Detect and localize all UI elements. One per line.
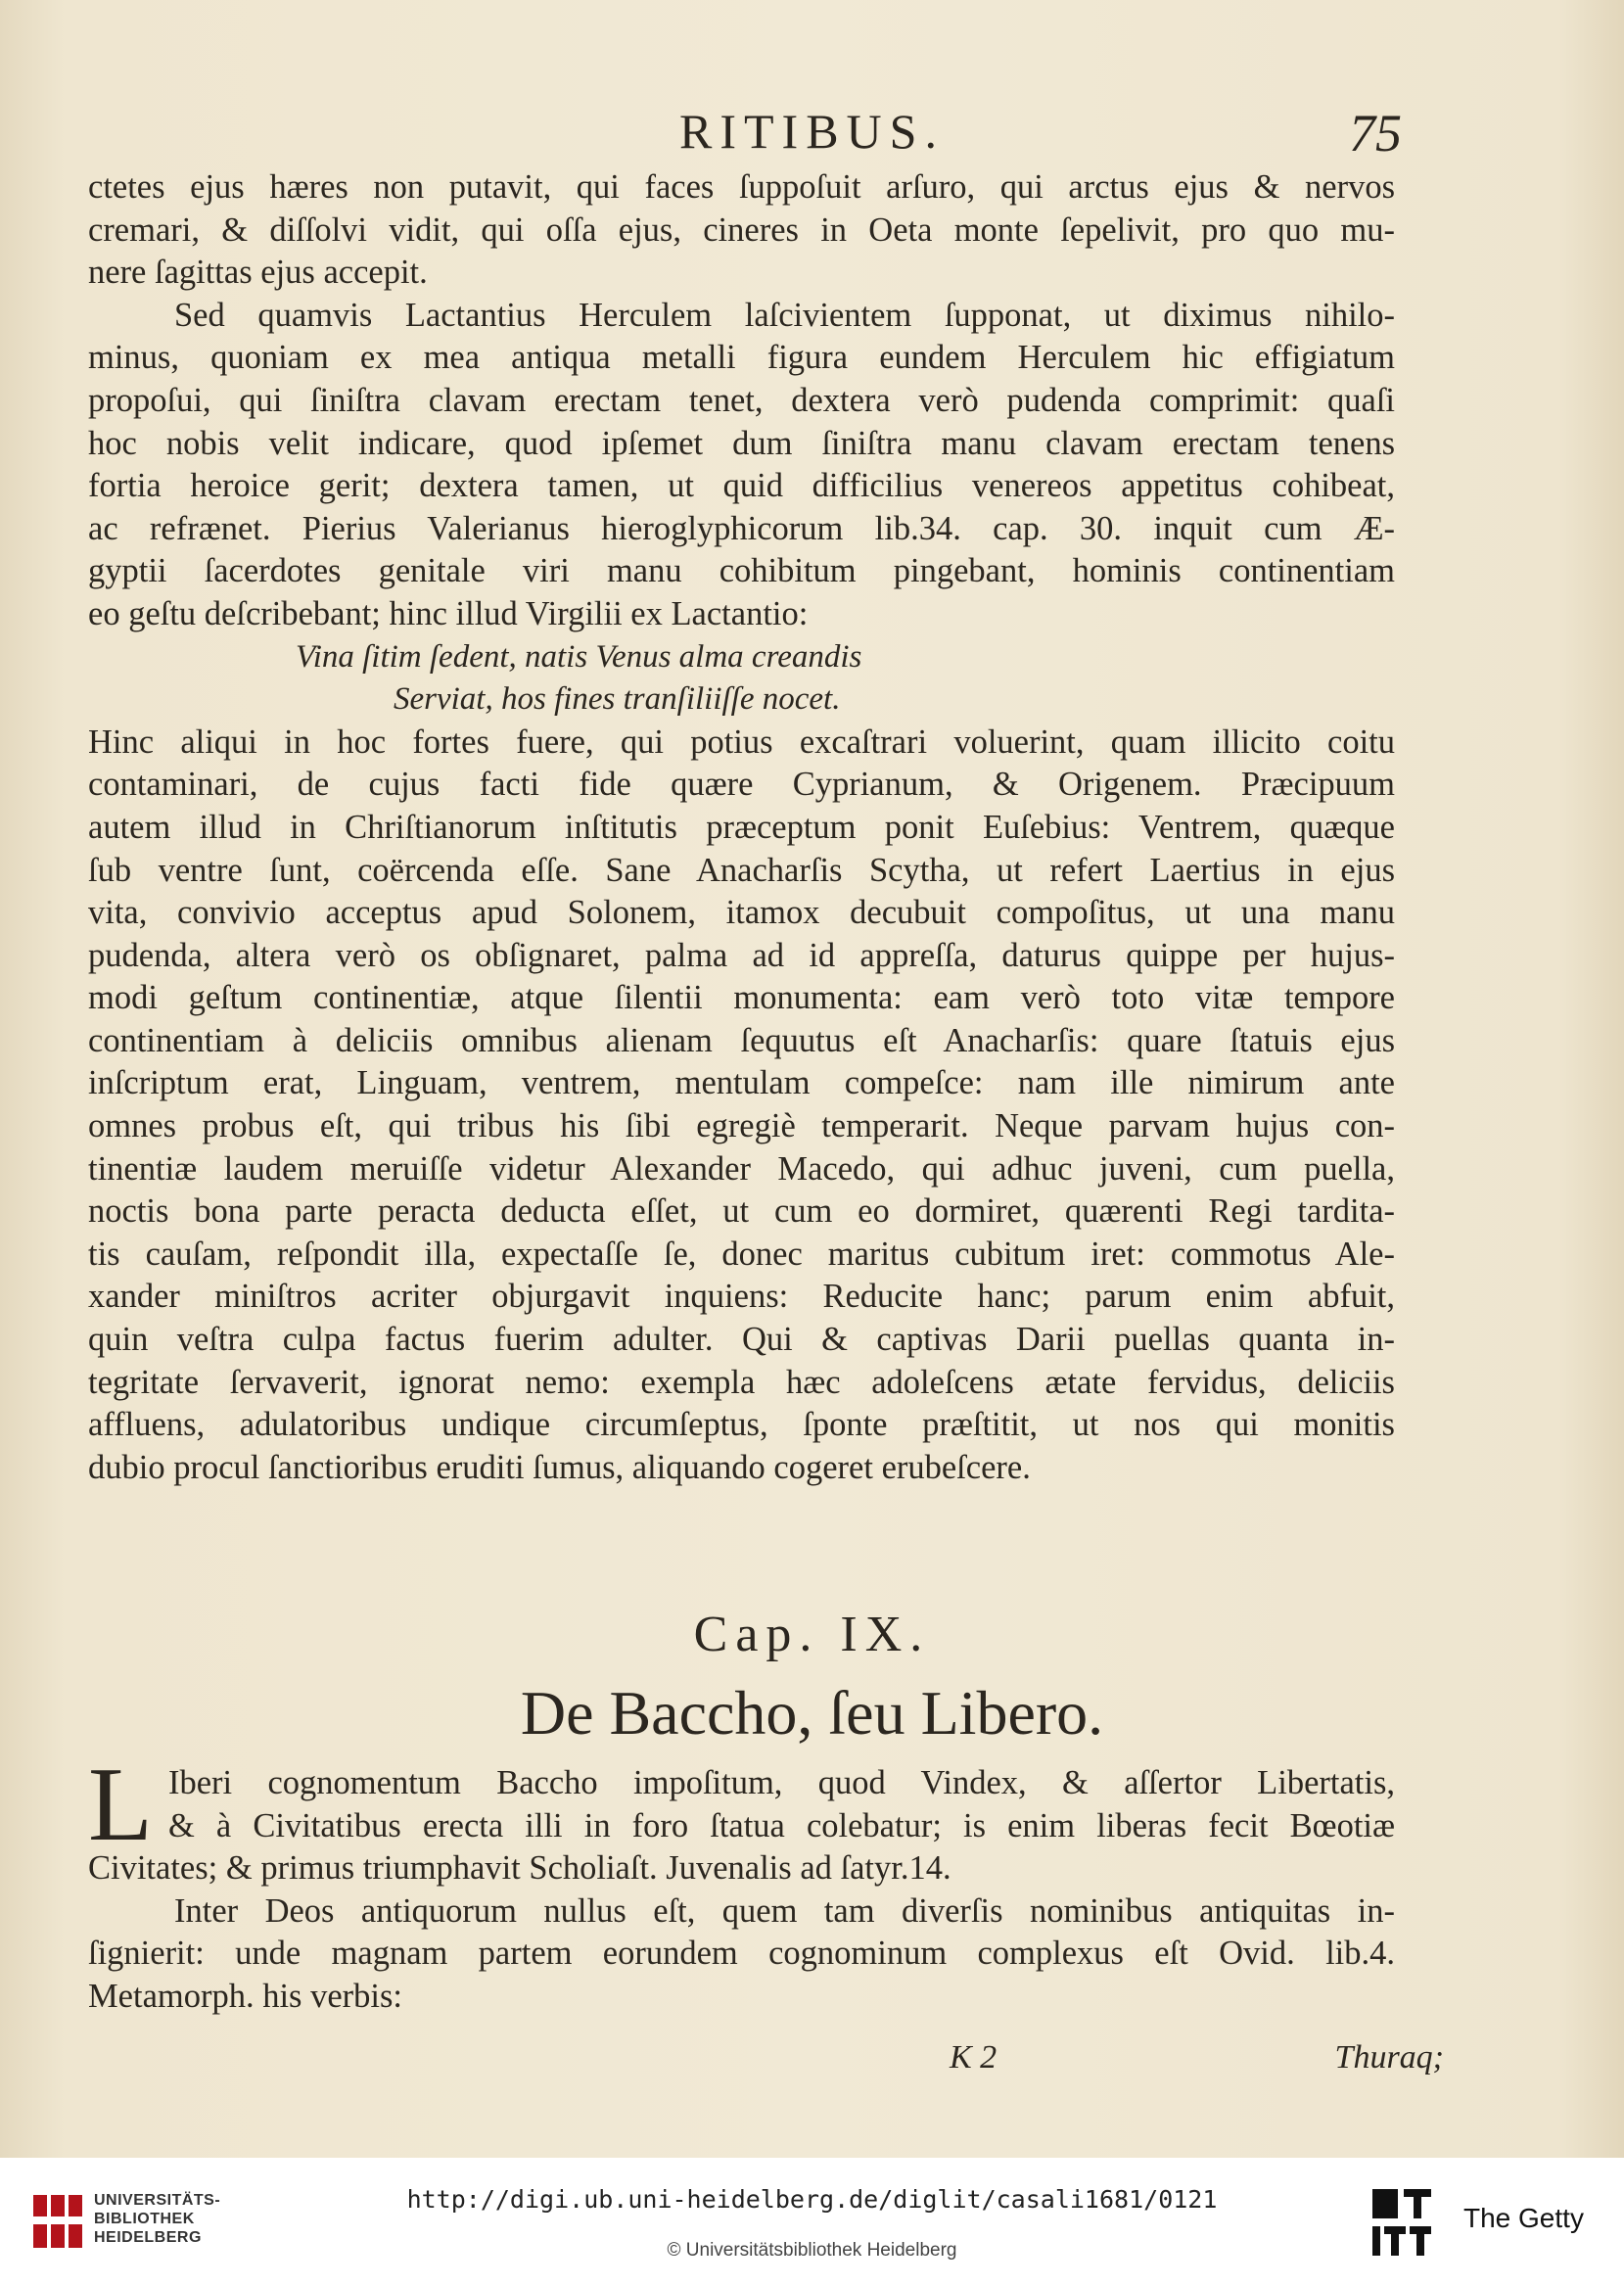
text-line: Hinc aliqui in hoc fortes fuere, qui potius excaſtrari voluerint, quam illicito coitu [88,723,1395,761]
text-line: nere ſagittas ejus accepit. [88,254,428,292]
text-line: & à Civitatibus erecta illi in foro ſtatua colebatur; is enim liberas fecit Bœotiæ [168,1806,1395,1844]
text-line: vita, convivio acceptus apud Solonem, itamox decubuit compoſitus, ut una manu [88,894,1395,932]
main-text-block [88,166,1395,1489]
text-line: minus, quoniam ex mea antiqua metalli figura eundem Herculem hic effigiatum [88,339,1395,377]
text-line: quin veſtra culpa factus fuerim adulter. Qui & captivas Darii puellas quanta in- [88,1321,1395,1359]
verse-quotation [88,636,1395,722]
chapter-text-block [88,1762,1395,2019]
text-line: continentiam à deliciis omnibus alienam ſequutus eſt Anacharſis: quare ſtatuis ejus [88,1021,1395,1059]
chapter-title: De Baccho, ſeu Libero. [520,1678,1104,1748]
catchword: Thuraq; [1334,2039,1444,2076]
text-line: Metamorph. his verbis: [88,1977,402,2015]
text-line: Inter Deos antiquorum nullus eſt, quem tam diverſis nominibus antiquitas in- [174,1891,1395,1930]
paragraph-1 [88,166,1395,295]
text-line: eo geſtu deſcribebant; hinc illud Virgilii ex Lactantio: [88,594,809,632]
page-foot [88,2036,1444,2079]
text-line: ctetes ejus hæres non putavit, qui faces ſuppoſuit arſuro, qui arctus ejus & nervos [88,168,1395,206]
text-line: Civitates; & primus triumphavit Scholiaſt. Juvenalis ad ſatyr.14. [88,1849,951,1888]
text-line: ſub ventre ſunt, coërcenda eſſe. Sane Anacharſis Scytha, ut refert Laertius in ejus [88,851,1395,889]
text-line: contaminari, de cujus facti fide quære Cyprianum, & Origenem. Præcipuum [88,766,1395,804]
text-line: tis cauſam, reſpondit illa, expectaſſe ſe, donec maritus cubitum iret: commotus Ale- [88,1235,1395,1273]
text-line: gyptii ſacerdotes genitale viri manu cohibitum pingebant, hominis continentiam [88,552,1395,590]
library-name-line: HEIDELBERG [94,2229,202,2246]
verse-line: Vina ſitim ſedent, natis Venus alma creandis [296,638,862,675]
text-line: tinentiæ laudem meruiſſe videtur Alexander Macedo, qui adhuc juveni, cum puella, [88,1149,1395,1188]
text-line: pudenda, altera verò os obſignaret, palma ad id appreſſa, daturus quippe per hujus- [88,936,1395,974]
text-line: modi geſtum continentiæ, atque ſilentii monumenta: eam verò toto vitæ tempore [88,979,1395,1017]
verse-line: Serviat, hos fines tranſiliiſſe nocet. [394,681,841,718]
getty-label: The Getty [1463,2203,1584,2233]
library-name-line: UNIVERSITÄTS- [94,2192,221,2209]
text-line: inſcriptum erat, Linguam, ventrem, mentulam compeſce: nam ille nimirum ante [88,1064,1395,1102]
text-line: Iberi cognomentum Baccho impoſitum, quod Vindex, & aſſertor Libertatis, [168,1764,1395,1801]
text-line: Sed quamvis Lactantius Herculem laſcivientem ſupponat, ut diximus nihilo- [174,296,1395,334]
library-name-line: BIBLIOTHEK [94,2211,195,2227]
paragraph-2 [88,295,1395,636]
text-line: ac refrænet. Pierius Valerianus hieroglyphicorum lib.34. cap. 30. inquit cum Æ- [88,509,1395,547]
text-line: cremari, & diſſolvi vidit, qui oſſa ejus, cineres in Oeta monte ſepelivit, pro quo mu- [88,210,1395,249]
text-line: hoc nobis velit indicare, quod ipſemet dum ſiniſtra manu clavam erectam tenens [88,424,1395,462]
digitization-footer [0,2158,1624,2286]
text-line: xander miniſtros acriter objurgavit inquiens: Reducite hanc; parum enim abfuit, [88,1278,1395,1316]
text-line: affluens, adulatoribus undique circumſeptus, ſponte præſtitit, ut nos qui monitis [88,1406,1395,1444]
text-line: fortia heroice gerit; dextera tamen, ut quid difficilius venereos appetitus cohibeat, [88,467,1395,505]
text-line: ſignierit: unde magnam partem eorundem cognominum complexus eſt Ovid. lib.4. [88,1935,1395,1973]
running-head: RITIBUS. [679,104,945,159]
copyright-notice: © Universitätsbibliothek Heidelberg [667,2240,957,2261]
signature-mark: K 2 [950,2039,998,2076]
getty-logo-icon[interactable] [1369,2183,1435,2262]
text-line: dubio procul ſanctioribus eruditi ſumus, aliquando cogeret erubeſcere. [88,1448,1031,1486]
paragraph-5 [88,1890,1395,2019]
paragraph-3 [88,722,1395,1490]
paragraph-4 [88,1762,1395,1890]
text-line: tegritate ſervaverit, ignorat nemo: exempla hæc adoleſcens ætate fervidus, deliciis [88,1363,1395,1401]
text-line: autem illud in Chriſtianorum inſtitutis præceptum ponit Euſebius: Ventrem, quæque [88,808,1395,846]
chapter-heading: Cap. IX. [693,1607,931,1662]
text-line: propoſui, qui ſiniſtra clavam erectam tenet, dextera verò pudenda comprimit: quaſi [88,381,1395,419]
permalink-url[interactable]: http://digi.ub.uni-heidelberg.de/diglit/casali1681/0121 [406,2185,1218,2214]
page-number: 75 [1349,104,1402,163]
text-line: noctis bona parte peracta deducta eſſet, ut cum eo dormiret, quærenti Regi tardita- [88,1192,1395,1231]
drop-cap: L [88,1747,153,1863]
text-line: omnes probus eſt, qui tribus his ſibi egregiè temperarit. Neque parvam hujus con- [88,1107,1395,1145]
